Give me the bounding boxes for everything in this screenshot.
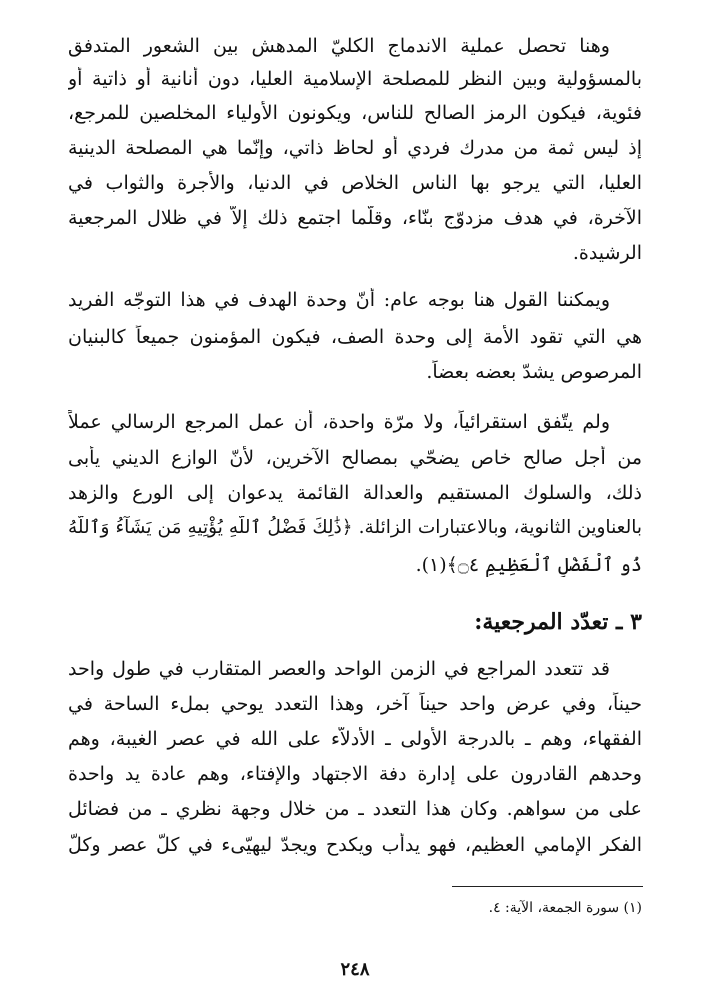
paragraph-3-line-4: بالعناوين الثانوية، وبالاعتبارات الزائلة. ﴿ذَٰلِكَ فَضْلُ ٱللَّهِ يُؤْتِيهِ مَن يَشَآءُ وَٱللَّهُ bbox=[68, 517, 642, 538]
paragraph-4-line-3: الفقهاء، وهم ـ بالدرجة الأولى ـ الأدلاّء على الله في عصر الغيبة، وهم bbox=[68, 728, 642, 750]
paragraph-3-line-5: ذُو ٱلْفَضْلِ ٱلْعَظِيمِ ۝٤﴾(١). bbox=[415, 554, 642, 576]
paragraph-1-line-2: بالمسؤولية وبين النظر للمصلحة الإسلامية العليا، دون أنانية أو ذاتية أو bbox=[68, 68, 642, 90]
paragraph-1-line-5: العليا، التي يرجو بها الناس الخلاص في الدنيا، والأجرة والثواب في bbox=[68, 172, 642, 194]
page-number: ٢٤٨ bbox=[340, 959, 370, 980]
paragraph-1-line-1: وهنا تحصل عملية الاندماج الكليّ المدهش بين الشعور المتدفق bbox=[68, 35, 610, 57]
paragraph-1-line-7: الرشيدة. bbox=[572, 242, 642, 264]
footnote: (١) سورة الجمعة، الآية: ٤. bbox=[488, 900, 642, 916]
paragraph-4-line-2: حيناً، وفي عرض واحد حيناً آخر، وهذا التعدد يوحي بملء الساحة في bbox=[68, 693, 642, 715]
paragraph-4-line-6: الفكر الإمامي العظيم، فهو يدأب ويكدح ويجدّ ليهيّىء في كلّ عصر وكلّ bbox=[68, 834, 642, 856]
paragraph-3-line-2: من أجل صالح خاص يضحّي بمصالح الآخرين، لأنّ الوازع الديني يأبى bbox=[68, 447, 642, 469]
paragraph-2-line-3: المرصوص يشدّ بعضه بعضاً. bbox=[426, 361, 642, 383]
paragraph-1-line-4: إذ ليس ثمة من مدرك فردي أو لحاظ ذاتي، وإنّما هي المصلحة الدينية bbox=[68, 137, 642, 159]
paragraph-4-line-4: وحدهم القادرون على إدارة دفة الاجتهاد والإفتاء، وهم عادة يد واحدة bbox=[68, 763, 642, 785]
paragraph-2-line-1: ويمكننا القول هنا بوجه عام: أنّ وحدة الهدف في هذا التوجّه الفريد bbox=[68, 289, 610, 311]
paragraph-3-line-3: ذلك، والسلوك المستقيم والعدالة القائمة يدعوان إلى الورع والزهد bbox=[68, 482, 642, 504]
section-heading: ٣ ـ تعدّد المرجعية: bbox=[474, 609, 642, 635]
paragraph-2-line-2: هي التي تقود الأمة إلى وحدة الصف، فيكون المؤمنون جميعاً كالبنيان bbox=[68, 326, 642, 348]
paragraph-4-line-1: قد تتعدد المراجع في الزمن الواحد والعصر المتقارب في طول واحد bbox=[68, 658, 610, 680]
paragraph-1-line-6: الآخرة، في هدف مزدوّج بنّاء، وقلّما اجتمع ذلك إلاّ في ظلال المرجعية bbox=[68, 207, 642, 229]
paragraph-1-line-3: فئوية، فيكون الرمز الصالح للناس، ويكونون الأولياء المخلصين للمرجع، bbox=[68, 102, 642, 124]
paragraph-3-line-1: ولم يتّفق استقرائياً، ولا مرّة واحدة، أن عمل المرجع الرسالي عملاً bbox=[68, 411, 610, 433]
footnote-separator bbox=[452, 886, 643, 887]
paragraph-4-line-5: على من سواهم. وكان هذا التعدد ـ من خلال وجهة نظري ـ من فضائل bbox=[68, 798, 642, 820]
